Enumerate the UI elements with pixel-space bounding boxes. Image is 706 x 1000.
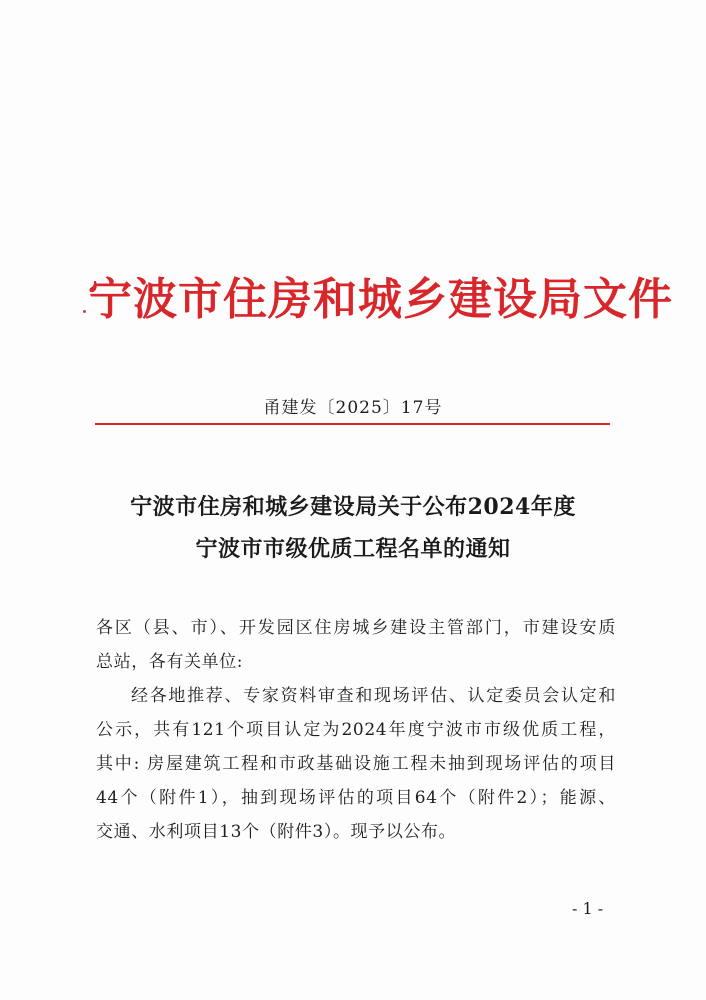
page-number: - 1 -	[572, 899, 604, 918]
body-line: 各区（县、市）、开发园区住房城乡建设主管部门，市建设安质	[96, 618, 616, 638]
body-line: 公示，共有121个项目认定为2024年度宁波市市级优质工程，	[96, 720, 616, 740]
body-line: 其中: 房屋建筑工程和市政基础设施工程未抽到现场评估的项目	[96, 754, 616, 774]
body-line: 交通、水利项目13个（附件3）。现予以公布。	[96, 822, 457, 842]
red-separator-line	[95, 423, 610, 425]
notice-title-line-2: 宁波市市级优质工程名单的通知	[195, 536, 511, 562]
body-line: 44个（附件1），抽到现场评估的项目64个（附件2）；能源、	[96, 788, 616, 808]
scan-mark	[83, 310, 86, 313]
org-header-title: 宁波市住房和城乡建设局文件	[88, 274, 673, 325]
body-line: 总站，各有关单位:	[96, 652, 244, 672]
notice-title-line-1: 宁波市住房和城乡建设局关于公布2024年度	[130, 494, 576, 520]
body-line: 经各地推荐、专家资料审查和现场评估、认定委员会认定和	[131, 686, 616, 706]
document-number: 甬建发〔2025〕17号	[263, 398, 443, 418]
